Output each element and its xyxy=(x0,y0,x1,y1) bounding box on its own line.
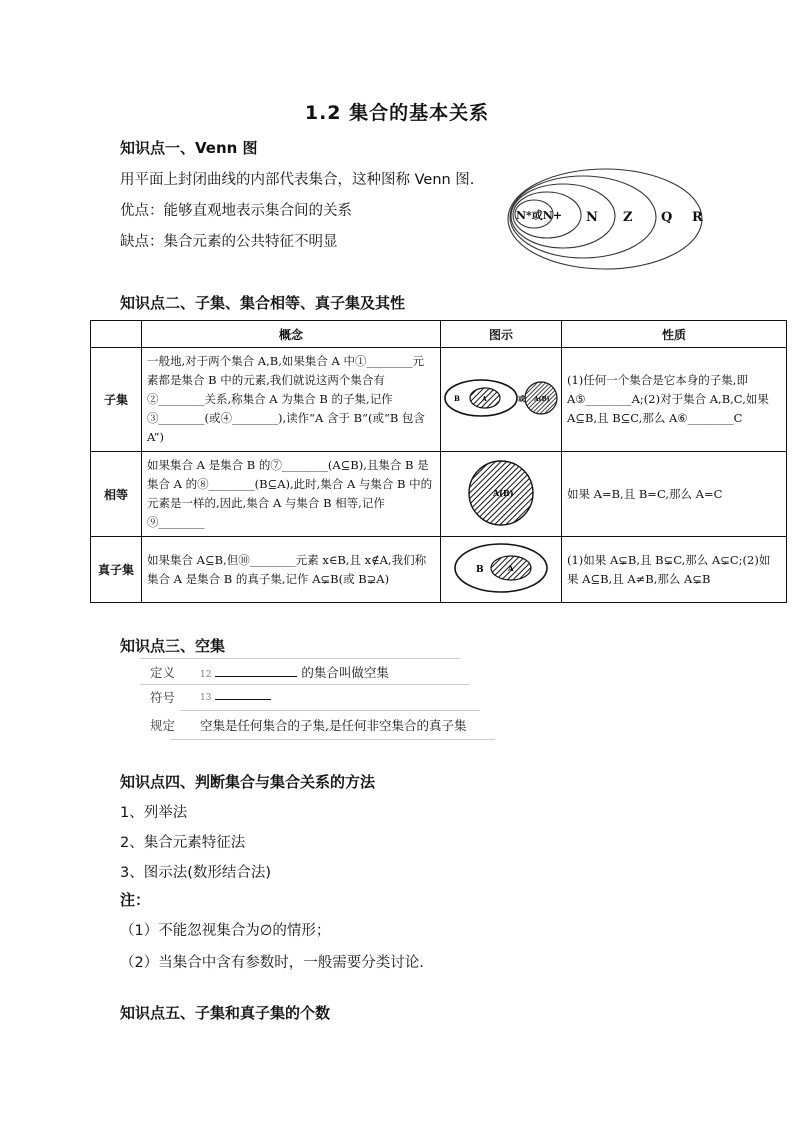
empty-set-label-symbol: 符号 xyxy=(150,690,176,705)
venn-advantage: 优点：能够直观地表示集合间的关系 xyxy=(120,203,352,219)
venn-definition: 用平面上封闭曲线的内部代表集合，这种图称 Venn 图. xyxy=(120,172,475,188)
subset-concepts-table xyxy=(90,320,787,603)
row-name-proper-subset: 真子集 xyxy=(91,537,142,603)
table-row xyxy=(91,348,787,452)
empty-set-label-definition: 定义 xyxy=(150,665,176,680)
venn-disadvantage: 缺点：集合元素的公共特征不明显 xyxy=(120,234,338,250)
table-header-property: 性质 xyxy=(562,321,787,348)
empty-set-symbol-row xyxy=(120,688,500,710)
venn-label-n: N xyxy=(586,210,598,225)
table-row xyxy=(91,452,787,537)
equal-figure xyxy=(441,452,562,537)
note-1: （1）不能忽视集合为∅的情形； xyxy=(120,923,331,939)
row-name-equal: 相等 xyxy=(91,452,142,537)
empty-set-label-rule: 规定 xyxy=(150,718,176,733)
method-element-property: 2、集合元素特征法 xyxy=(120,835,246,851)
equal-concept: 如果集合 A 是集合 B 的⑦________(A⊆B),且集合 B 是集合 A 的⑧________(B⊆A),此时,集合 A 与集合 B 中的元素是一样的,因此,集合 A 与集合 B 相等,记作⑨________ xyxy=(142,452,441,537)
proper-subset-concept: 如果集合 A⊆B,但⑩________元素 x∈B,且 x∉A,我们称集合 A 是集合 B 的真子集,记作 A⊊B(或 B⊋A) xyxy=(142,537,441,603)
row-name-subset: 子集 xyxy=(91,348,142,452)
method-enumeration: 1、列举法 xyxy=(120,805,188,821)
blank-number-12: 12 xyxy=(200,670,212,680)
table-header-blank xyxy=(91,321,142,348)
proper-subset-property: (1)如果 A⊊B,且 B⊊C,那么 A⊊C;(2)如果 A⊆B,且 A≠B,那么 A⊊B xyxy=(562,537,787,603)
method-diagram: 3、图示法(数形结合法) xyxy=(120,865,272,881)
note-label: 注： xyxy=(120,891,151,909)
page-title: 1.2 集合的基本关系 xyxy=(304,102,490,124)
table-header-row xyxy=(91,321,787,348)
empty-set-definition-text: 的集合叫做空集 xyxy=(301,665,389,680)
section-1-heading: 知识点一、Venn 图 xyxy=(120,139,258,157)
table-row xyxy=(91,537,787,603)
empty-set-rule-row xyxy=(120,716,500,738)
svg-text:A(B): A(B) xyxy=(534,396,550,403)
svg-text:A: A xyxy=(508,564,514,573)
section-5-heading: 知识点五、子集和真子集的个数 xyxy=(120,1004,331,1022)
svg-text:A(B): A(B) xyxy=(493,487,514,498)
subset-figure xyxy=(441,348,562,452)
empty-set-rule-text: 空集是任何集合的子集,是任何非空集合的真子集 xyxy=(200,718,467,733)
note-2: （2）当集合中含有参数时，一般需要分类讨论. xyxy=(120,955,424,971)
venn-label-r: R xyxy=(692,210,703,225)
subset-property: (1)任何一个集合是它本身的子集,即 A⑤________A;(2)对于集合 A,B,C,如果 A⊆B,且 B⊆C,那么 A⑥________C xyxy=(562,348,787,452)
table-header-figure: 图示 xyxy=(441,321,562,348)
empty-set-definition-row xyxy=(120,663,500,685)
equal-property: 如果 A=B,且 B=C,那么 A=C xyxy=(562,452,787,537)
table-header-concept: 概念 xyxy=(142,321,441,348)
section-3-heading: 知识点三、空集 xyxy=(120,637,226,655)
venn-label-q: Q xyxy=(661,210,673,225)
subset-concept: 一般地,对于两个集合 A,B,如果集合 A 中①________元素都是集合 B 中的元素,我们就说这两个集合有②________关系,称集合 A 为集合 B 的子集,记作③________(或④________),读作“A 含于 B”(或“B 包含 A”) xyxy=(142,348,441,452)
svg-text:或: 或 xyxy=(518,394,525,403)
svg-text:B: B xyxy=(454,394,460,403)
svg-text:A: A xyxy=(482,396,487,403)
number-sets-venn-diagram xyxy=(505,166,705,272)
section-4-heading: 知识点四、判断集合与集合关系的方法 xyxy=(120,773,376,791)
proper-subset-figure xyxy=(441,537,562,603)
venn-label-npositive: N*或N+ xyxy=(516,209,563,222)
venn-label-z: Z xyxy=(623,210,633,225)
svg-text:B: B xyxy=(476,565,484,575)
section-2-heading: 知识点二、子集、集合相等、真子集及其性 xyxy=(120,294,406,312)
blank-number-13: 13 xyxy=(200,693,212,703)
